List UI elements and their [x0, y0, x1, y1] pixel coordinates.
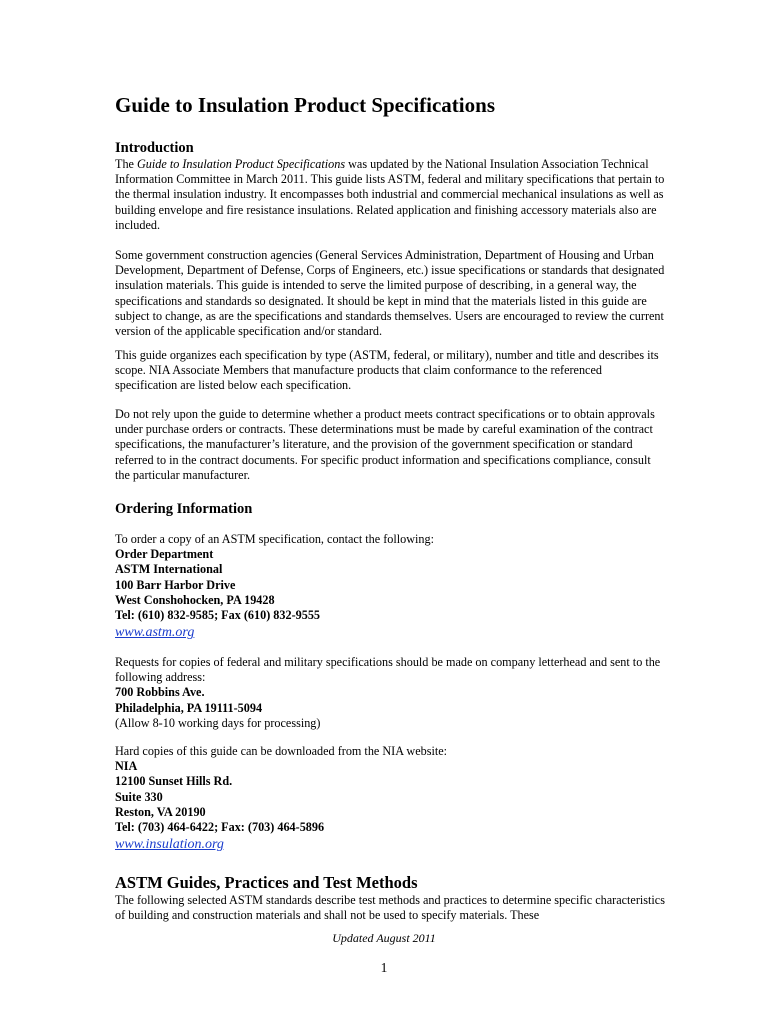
astm-address-line: ASTM International — [115, 562, 223, 577]
ordering-section — [115, 500, 665, 518]
intro-paragraph-4: Do not rely upon the guide to determine whether a product meets contract specifications or to obtain approvals under purchase orders or contracts. These determinations must be made by careful examination of the contract specifications, the manufacturer’s literature, and the provision of the government specification or standard referred to in the contract documents. For specific product information and specifications compliance, consult the particular manufacturer. — [115, 407, 655, 482]
federal-contact-block — [115, 655, 665, 731]
nia-contact-block — [115, 744, 665, 853]
federal-processing-note: (Allow 8-10 working days for processing) — [115, 715, 321, 730]
nia-download-intro: Hard copies of this guide can be downloaded from the NIA website: — [115, 744, 448, 758]
intro-paragraph-3-block — [115, 348, 665, 394]
nia-address-line: Suite 330 — [115, 789, 163, 804]
astm-address-line: Order Department — [115, 547, 214, 562]
federal-address-line: 700 Robbins Ave. — [115, 685, 205, 700]
astm-website-link[interactable]: www.astm.org — [115, 625, 195, 641]
nia-website-link[interactable]: www.insulation.org — [115, 837, 224, 853]
nia-address-line: NIA — [115, 759, 138, 774]
introduction-section — [115, 139, 665, 233]
astm-guides-text: The following selected ASTM standards describe test methods and practices to determine specific characteristics of building and construction materials and shall not be used to specify materials. These — [115, 893, 665, 923]
intro-paragraph-4-block — [115, 407, 665, 483]
ordering-heading: Ordering Information — [115, 501, 253, 517]
astm-guides-section — [115, 873, 665, 923]
nia-address-line: Reston, VA 20190 — [115, 804, 206, 819]
intro-p1-prefix: The — [115, 157, 137, 171]
footer-updated-date: Updated August 2011 — [332, 931, 436, 945]
intro-paragraph-1 — [115, 157, 665, 233]
astm-contact-block — [115, 532, 665, 641]
intro-p1-guide-title: Guide to Insulation Product Specifications — [137, 157, 346, 171]
astm-address-line: 100 Barr Harbor Drive — [115, 577, 236, 592]
intro-p1-text: was updated by the National Insulation Association Technical Information Committee in March 2011. This guide lists ASTM, federal and military specifications that pertain to the thermal insulation industry. It encompasses both industrial and commercial mechanical insulations as well as building envelope and fire resistance insulations. Related application and finishing accessory materials also are included. — [115, 157, 665, 232]
astm-address-line: West Conshohocken, PA 19428 — [115, 592, 275, 607]
astm-order-intro: To order a copy of an ASTM specification, contact the following: — [115, 532, 434, 546]
nia-phone-line: Tel: (703) 464-6422; Fax: (703) 464-5896 — [115, 820, 325, 835]
document-title: Guide to Insulation Product Specifications — [115, 93, 495, 117]
federal-address-line: Philadelphia, PA 19111-5094 — [115, 700, 263, 715]
page-number: 1 — [380, 960, 388, 975]
introduction-heading: Introduction — [115, 140, 194, 156]
intro-paragraph-2: Some government construction agencies (General Services Administration, Department of Housing and Urban Development, Department of Defense, Corps of Engineers, etc.) issue specifications or standards that designated insulation materials. This guide is intended to serve the limited purpose of describing, in a general way, the specifications and standards so designated. It should be kept in mind that the materials listed in this guide are subject to change, as are the specifications and standards themselves. Users are encouraged to review the current version of the applicable specification and/or standard. — [115, 248, 665, 339]
nia-address-line: 12100 Sunset Hills Rd. — [115, 774, 233, 789]
astm-phone-line: Tel: (610) 832-9585; Fax (610) 832-9555 — [115, 608, 321, 623]
intro-paragraph-3: This guide organizes each specification by type (ASTM, federal, or military), number and title and describes its scope. NIA Associate Members that manufacture products that claim conformance to the referenced specification are listed below each specification. — [115, 348, 659, 393]
intro-paragraph-2-block — [115, 248, 665, 339]
federal-order-intro: Requests for copies of federal and military specifications should be made on company letterhead and sent to the following address: — [115, 655, 661, 685]
astm-guides-heading: ASTM Guides, Practices and Test Methods — [115, 873, 418, 892]
